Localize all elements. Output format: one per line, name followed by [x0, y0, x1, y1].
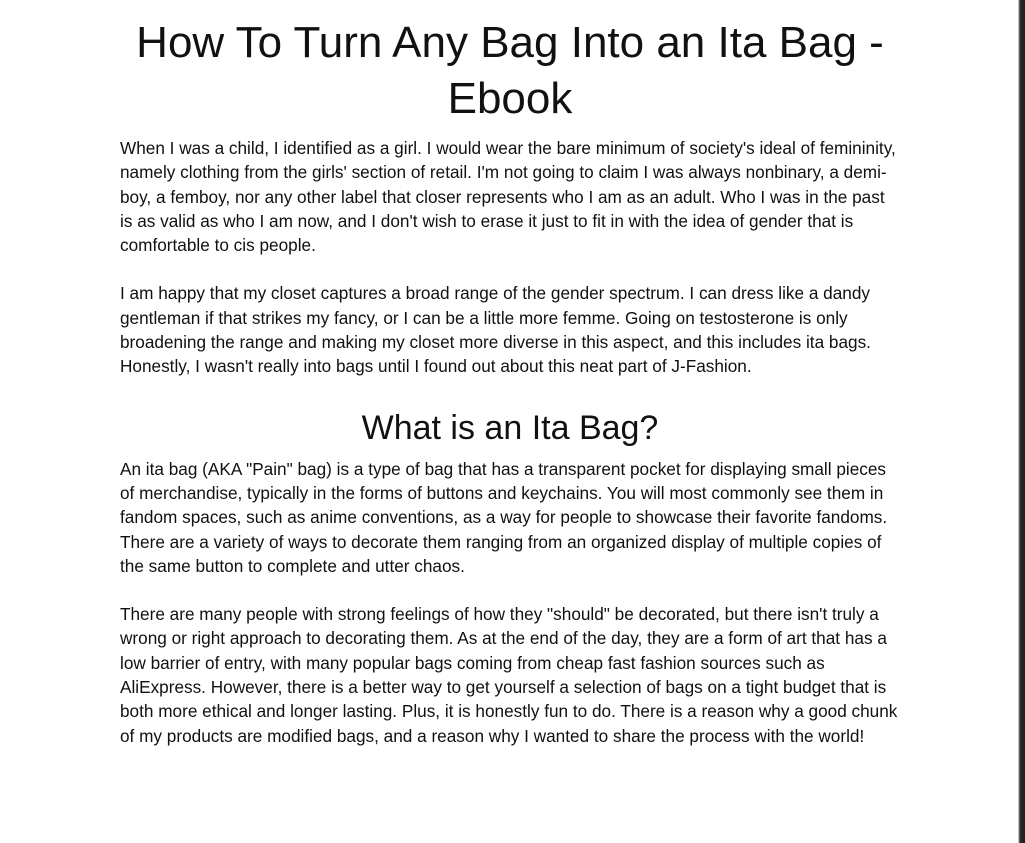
section-paragraph: An ita bag (AKA "Pain" bag) is a type of bag that has a transparent pocket for displaying small pieces of merchandise, typically in the forms of buttons and keychains. You will most commonly see them in fandom spaces, such as anime conventions, as a way for people to showcase their favorite fandoms. There are a variety of ways to decorate them ranging from an organized display of multiple copies of the same button to complete and utter chaos.	[120, 458, 888, 576]
intro-paragraph: I am happy that my closet captures a broad range of the gender spectrum. I can dress like a dandy gentleman if that strikes my fancy, or I can be a little more femme. Going on testosterone is only broadening the range and making my closet more diverse in this aspect, and this includes ita bags. Honestly, I wasn't really into bags until I found out about this neat part of J-Fashion.	[120, 283, 871, 377]
intro-paragraph: When I was a child, I identified as a girl. I would wear the bare minimum of society's ideal of femininity, namely clothing from the girls' section of retail. I'm not going to claim I was always nonbinary, a demi-boy, a femboy, nor any other label that closer represents who I am as an adult. Who I was in the past is as valid as who I am now, and I don't wish to erase it just to fit in with the idea of gender that is comfortable to cis people.	[120, 138, 896, 256]
page-title: How To Turn Any Bag Into an Ita Bag - Ebook	[136, 18, 884, 123]
section-paragraph: There are many people with strong feelings of how they "should" be decorated, but there isn't truly a wrong or right approach to decorating them. As at the end of the day, they are a form of art that has a low barrier of entry, with many popular bags coming from cheap fast fashion sources such as AliExpress. However, there is a better way to get yourself a selection of bags on a tight budget that is both more ethical and longer lasting. Plus, it is honestly fun to do. There is a reason why a good chunk of my products are modified bags, and a reason why I wanted to share the process with the world!	[120, 604, 898, 746]
document-content	[120, 0, 900, 748]
window-edge	[1018, 0, 1025, 843]
section-heading: What is an Ita Bag?	[361, 408, 659, 447]
